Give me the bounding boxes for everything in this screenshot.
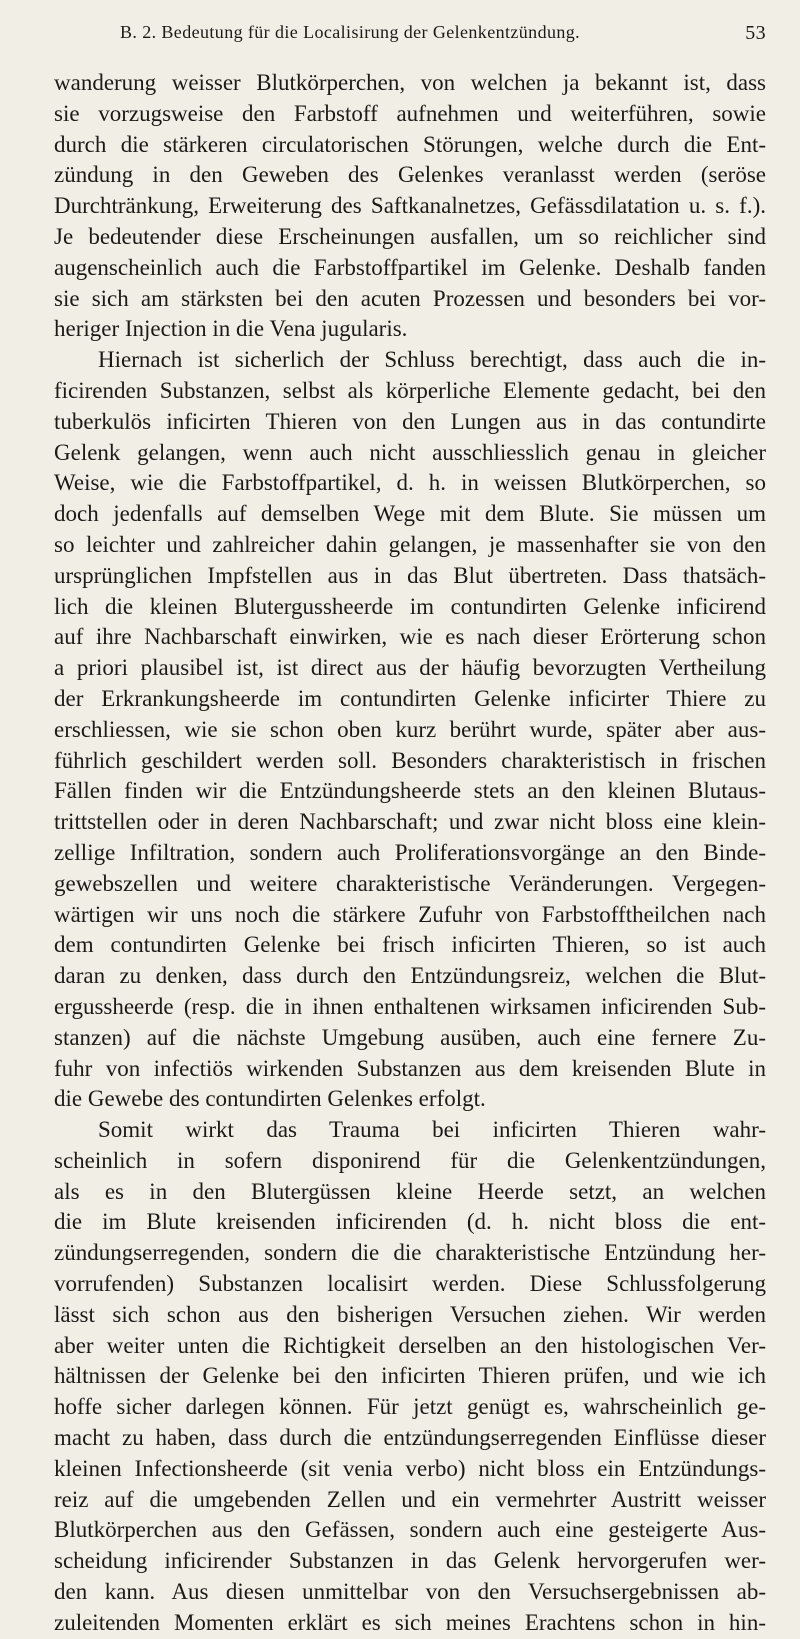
text-line: ergussheerde (resp. die in ihnen enthaltenen wirksamen inficirenden Sub- xyxy=(54,993,766,1019)
text-line: sie sich am stärksten bei den acuten Prozessen und besonders bei vor- xyxy=(54,285,766,311)
text-line: Somit wirkt das Trauma bei inficirten Thieren wahr- xyxy=(98,1117,766,1143)
text-line: macht zu haben, dass durch die entzündungserregenden Einflüsse dieser xyxy=(54,1425,766,1451)
text-line: tuberkulös inficirten Thieren von den Lungen aus in das contundirte xyxy=(54,408,766,434)
running-title: B. 2. Bedeutung für die Localisirung der Gelenkentzündung. xyxy=(120,22,581,42)
text-line: Fällen finden wir die Entzündungsheerde stets an den kleinen Blutaus- xyxy=(54,778,766,804)
text-line: daran zu denken, dass durch den Entzündungsreiz, welchen die Blut- xyxy=(54,963,766,989)
text-line: ficirenden Substanzen, selbst als körperliche Elemente gedacht, bei den xyxy=(54,377,766,403)
text-line: stanzen) auf die nächste Umgebung ausüben, auch eine fernere Zu- xyxy=(54,1024,766,1050)
text-line: den kann. Aus diesen unmittelbar von den Versuchsergebnissen ab- xyxy=(54,1579,766,1605)
text-line: augenscheinlich auch die Farbstoffpartikel im Gelenke. Deshalb fanden xyxy=(54,254,766,280)
text-line: fuhr von infectiös wirkenden Substanzen aus dem kreisenden Blute in xyxy=(54,1055,766,1081)
text-line: erschliessen, wie sie schon oben kurz berührt wurde, später aber aus- xyxy=(54,716,766,742)
text-line: durch die stärkeren circulatorischen Störungen, welche durch die Ent- xyxy=(54,131,766,157)
text-line: Hiernach ist sicherlich der Schluss berechtigt, dass auch die in- xyxy=(98,347,766,373)
text-line: aber weiter unten die Richtigkeit derselben an den histologischen Ver- xyxy=(54,1332,766,1358)
text-line: vorrufenden) Substanzen localisirt werden. Diese Schlussfolgerung xyxy=(54,1271,766,1297)
text-line: zuleitenden Momenten erklärt es sich meines Erachtens schon in hin- xyxy=(54,1609,766,1635)
text-line: zellige Infiltration, sondern auch Proliferationsvorgänge an den Binde- xyxy=(54,839,766,865)
text-line: auf ihre Nachbarschaft einwirken, wie es nach dieser Erörterung schon xyxy=(54,624,766,650)
text-line: Durchtränkung, Erweiterung des Saftkanalnetzes, Gefässdilatation u. s. f.). xyxy=(54,193,766,219)
text-line: der Erkrankungsheerde im contundirten Gelenke inficirter Thiere zu xyxy=(54,685,766,711)
text-line: Gelenk gelangen, wenn auch nicht ausschliesslich genau in gleicher xyxy=(54,439,766,465)
text-line: lich die kleinen Blutergussheerde im contundirten Gelenke inficirend xyxy=(54,593,766,619)
page-number: 53 xyxy=(745,22,766,44)
text-line: Je bedeutender diese Erscheinungen ausfallen, um so reichlicher sind xyxy=(54,223,766,249)
text-line: kleinen Infectionsheerde (sit venia verbo) nicht bloss ein Entzündungs- xyxy=(54,1455,766,1481)
text-line: so leichter und zahlreicher dahin gelangen, je massenhafter sie von den xyxy=(54,531,766,557)
text-line: sie vorzugsweise den Farbstoff aufnehmen und weiterführen, sowie xyxy=(54,100,766,126)
text-line: doch jedenfalls auf demselben Wege mit dem Blute. Sie müssen um xyxy=(54,501,766,527)
text-line: Blutkörperchen aus den Gefässen, sondern auch eine gesteigerte Aus- xyxy=(54,1517,766,1543)
text-line: dem contundirten Gelenke bei frisch inficirten Thieren, so ist auch xyxy=(54,932,766,958)
text-line: zündung in den Geweben des Gelenkes veranlasst werden (seröse xyxy=(54,162,766,188)
running-header xyxy=(50,12,766,52)
text-line: scheidung inficirender Substanzen in das Gelenk hervorgerufen wer- xyxy=(54,1548,766,1574)
text-line: reiz auf die umgebenden Zellen und ein vermehrter Austritt weisser xyxy=(54,1486,766,1512)
text-line: wärtigen wir uns noch die stärkere Zufuhr von Farbstofftheilchen nach xyxy=(54,901,766,927)
text-line: ursprünglichen Impfstellen aus in das Blut übertreten. Dass thatsäch- xyxy=(54,562,766,588)
text-line: gewebszellen und weitere charakteristische Veränderungen. Vergegen- xyxy=(54,870,766,896)
text-line: die Gewebe des contundirten Gelenkes erfolgt. xyxy=(54,1086,486,1112)
text-line: scheinlich in sofern disponirend für die Gelenkentzündungen, xyxy=(54,1147,766,1173)
text-line: trittstellen oder in deren Nachbarschaft; und zwar nicht bloss eine klein- xyxy=(54,809,766,835)
text-line: hoffe sicher darlegen können. Für jetzt genügt es, wahrscheinlich ge- xyxy=(54,1394,766,1420)
text-line: hältnissen der Gelenke bei den inficirten Thieren prüfen, und wie ich xyxy=(54,1363,766,1389)
text-line: führlich geschildert werden soll. Besonders charakteristisch in frischen xyxy=(54,747,766,773)
text-line: heriger Injection in die Vena jugularis. xyxy=(54,316,408,342)
text-line: Weise, wie die Farbstoffpartikel, d. h. in weissen Blutkörperchen, so xyxy=(54,470,766,496)
text-line: lässt sich schon aus den bisherigen Versuchen ziehen. Wir werden xyxy=(54,1301,766,1327)
text-line: die im Blute kreisenden inficirenden (d. h. nicht bloss die ent- xyxy=(54,1209,766,1235)
text-line: als es in den Blutergüssen kleine Heerde setzt, an welchen xyxy=(54,1178,766,1204)
text-line: zündungserregenden, sondern die die charakteristische Entzündung her- xyxy=(54,1240,766,1266)
text-line: a priori plausibel ist, ist direct aus der häufig bevorzugten Vertheilung xyxy=(54,655,766,681)
body-text xyxy=(54,68,766,1639)
text-line: wanderung weisser Blutkörperchen, von welchen ja bekannt ist, dass xyxy=(54,70,766,95)
